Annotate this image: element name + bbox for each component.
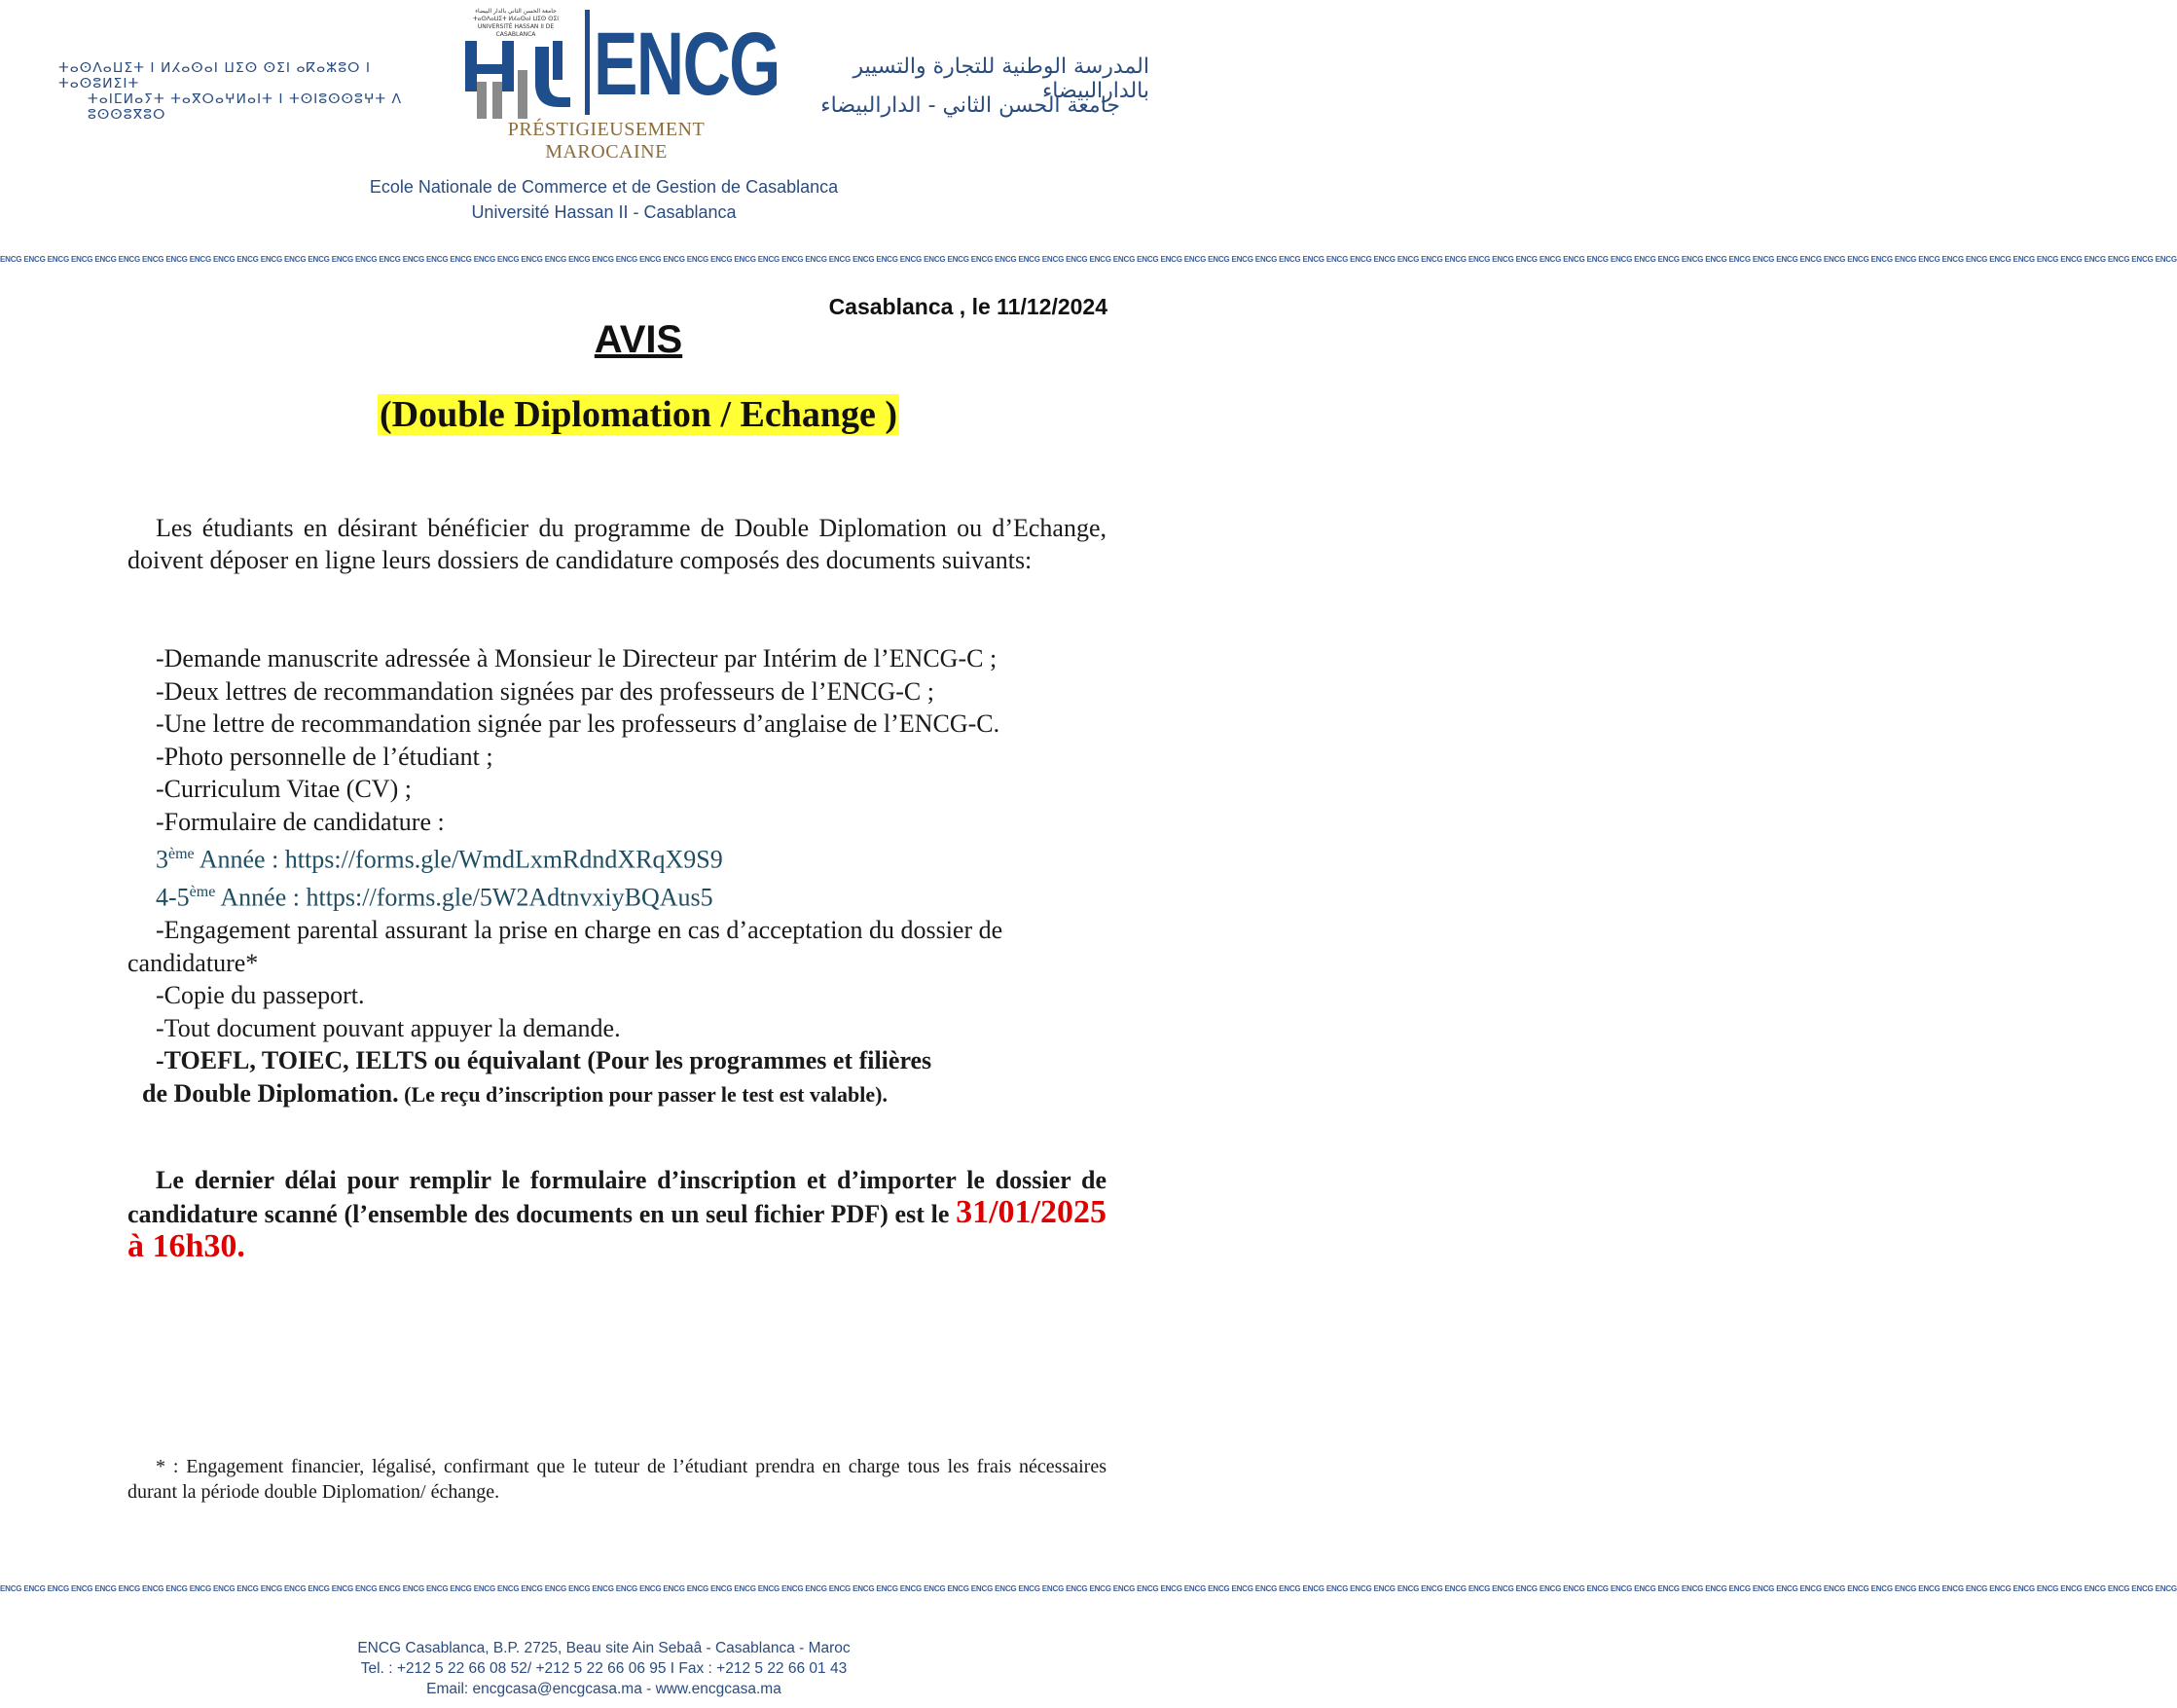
year-number: 4-5 [156, 883, 190, 912]
form-link-4-5th-year[interactable] [127, 876, 1107, 914]
university-name: Université Hassan II - Casablanca [471, 202, 737, 222]
arabic-school-name: المدرسة الوطنية للتجارة والتسيير بالدارالبيضاء [853, 55, 1149, 103]
year-suffix: ème [189, 884, 216, 901]
logo-caption-tifinagh: ⵜⴰⵙⴷⴰⵡⵉⵜ ⵍⵃⴰⵙⴰⵏ ⵡⵉⵙ ⵙⵉⵏ [472, 16, 560, 22]
list-item: -Formulaire de candidature : [156, 807, 445, 836]
intro-paragraph: Les étudiants en désirant bénéficier du programme de Double Diplomation ou d’Echange, doivent déposer en ligne leurs dossiers de candidature composés des documents suivants: [127, 514, 1107, 574]
footer-address: ENCG Casablanca, B.P. 2725, Beau site Ain Sebaâ - Casablanca - Maroc [357, 1640, 851, 1656]
list-item: -Photo personnelle de l’étudiant ; [156, 742, 493, 771]
notice-title: AVIS [594, 318, 683, 361]
logo-tagline: PRÉSTIGIEUSEMENT MAROCAINE [507, 119, 706, 163]
documents-list [127, 642, 1107, 1110]
logo-caption-arabic: جامعة الحسن الثاني بالدار البيضاء [475, 8, 557, 15]
logo-divider [585, 10, 590, 115]
list-item: -Une lettre de recommandation signée par les professeurs d’anglaise de l’ENCG-C. [156, 709, 1000, 738]
footnote-section [127, 1454, 1107, 1505]
notice-date: Casablanca , le 11/12/2024 [828, 294, 1107, 319]
deadline-section [127, 1164, 1107, 1264]
list-item: -Copie du passeport. [156, 981, 365, 1010]
form-link-3rd-year[interactable] [127, 838, 1107, 876]
arabic-university-name: جامعة الحسن الثاني - الدارالبيضاء [820, 93, 1120, 118]
form-url[interactable]: Année : https://forms.gle/5W2AdtnvxiyBQAus5 [215, 883, 713, 912]
footnote: * : Engagement financier, légalisé, confirmant que le tuteur de l’étudiant prendra en charge tous les frais nécessaires durant la période double Diplomation/ échange. [127, 1456, 1107, 1503]
language-test-item-cont [127, 1077, 1107, 1111]
list-item: -Engagement parental assurant la prise en charge en cas d’acceptation du dossier de candidature* [127, 916, 1003, 977]
encg-logo [457, 8, 780, 163]
footer-phone: Tel. : +212 5 22 66 08 52/ +212 5 22 66 06 95 I Fax : +212 5 22 66 01 43 [360, 1660, 848, 1677]
deadline-date: 31/01/2025 à 16h30. [127, 1194, 1107, 1264]
logo-university-caption [457, 8, 574, 39]
notice-subtitle-row [0, 393, 1277, 436]
tifinagh-university-name: ⵜⴰⵏⵎⵍⴰⵢⵜ ⵜⴰⴳⵔⴰⵖⵍⴰⵏⵜ ⵏ ⵜⵙⵏⵓⵙⵙⵓⵖⵜ ⴷ ⵓⵙⵙⵓⴳⵓⵔ [88, 91, 403, 123]
tifinagh-school-name: ⵜⴰⵙⴷⴰⵡⵉⵜ ⵏ ⵍⵃⴰⵙⴰⵏ ⵡⵉⵙ ⵙⵉⵏ ⴰⴽⴰⵣⵓⵔ ⵏ ⵜⴰⵙⵓⵍⵉⵏⵜ [58, 60, 372, 91]
year-number: 3 [156, 845, 168, 874]
logo-wordmark: ENCG [594, 15, 780, 114]
deadline-text: Le dernier délai pour remplir le formulaire d’inscription et d’importer le dossier de candidature scanné (l’ensemble des documents en un seul fichier PDF) est le [127, 1166, 1107, 1228]
language-test-program: de Double Diplomation. [142, 1078, 399, 1108]
intro-section [127, 512, 1107, 576]
language-test-note: (Le reçu d’inscription pour passer le test est valable). [398, 1081, 888, 1107]
deadline-paragraph [127, 1164, 1107, 1264]
language-test-item: -TOEFL, TOIEC, IELTS ou équivalant (Pour les programmes et filières [156, 1046, 932, 1075]
school-name: Ecole Nationale de Commerce et de Gestion de Casablanca [369, 177, 839, 197]
notice-subtitle: (Double Diplomation / Echange ) [379, 394, 898, 435]
header-band: ENCG ENCG ENCG ENCG ENCG ENCG ENCG ENCG ENCG ENCG ENCG ENCG ENCG ENCG ENCG ENCG ENCG ENCG ENCG ENCG ENCG ENCG ENCG ENCG ENCG ENCG ENCG ENCG ENCG ENCG ENCG ENCG ENCG ENCG ENCG ENCG ENCG ENCG ENCG ENCG ENCG ENCG ENCG ENCG ENCG ENCG ENCG ENCG ENCG ENCG ENCG ENCG ENCG ENCG ENCG ENCG ENCG ENCG ENCG ENCG ENCG ENCG ENCG ENCG ENCG ENCG ENCG ENCG ENCG ENCG ENCG ENCG ENCG ENCG ENCG ENCG ENCG ENCG ENCG ENCG ENCG ENCG ENCG ENCG ENCG ENCG ENCG ENCG ENCG ENCG ENCG ENCG [0, 255, 2177, 264]
logo-caption-french: UNIVERSITÉ HASSAN II DE CASABLANCA [477, 23, 555, 38]
list-item: -Deux lettres de recommandation signées par des professeurs de l’ENCG-C ; [156, 676, 934, 706]
form-url[interactable]: Année : https://forms.gle/WmdLxmRdndXRqX9S9 [194, 845, 723, 874]
list-item: -Demande manuscrite adressée à Monsieur le Directeur par Intérim de l’ENCG-C ; [156, 644, 998, 672]
list-item: -Tout document pouvant appuyer la demande. [156, 1013, 621, 1042]
year-suffix: ème [168, 846, 195, 862]
list-item: -Curriculum Vitae (CV) ; [156, 775, 412, 803]
university-emblem-icon [463, 41, 572, 119]
footer-contact[interactable]: Email: encgcasa@encgcasa.ma - www.encgcasa.ma [426, 1681, 781, 1697]
footer-band: ENCG ENCG ENCG ENCG ENCG ENCG ENCG ENCG ENCG ENCG ENCG ENCG ENCG ENCG ENCG ENCG ENCG ENCG ENCG ENCG ENCG ENCG ENCG ENCG ENCG ENCG ENCG ENCG ENCG ENCG ENCG ENCG ENCG ENCG ENCG ENCG ENCG ENCG ENCG ENCG ENCG ENCG ENCG ENCG ENCG ENCG ENCG ENCG ENCG ENCG ENCG ENCG ENCG ENCG ENCG ENCG ENCG ENCG ENCG ENCG ENCG ENCG ENCG ENCG ENCG ENCG ENCG ENCG ENCG ENCG ENCG ENCG ENCG ENCG ENCG ENCG ENCG ENCG ENCG ENCG ENCG ENCG ENCG ENCG ENCG ENCG ENCG ENCG ENCG ENCG ENCG ENCG [0, 1584, 2177, 1593]
